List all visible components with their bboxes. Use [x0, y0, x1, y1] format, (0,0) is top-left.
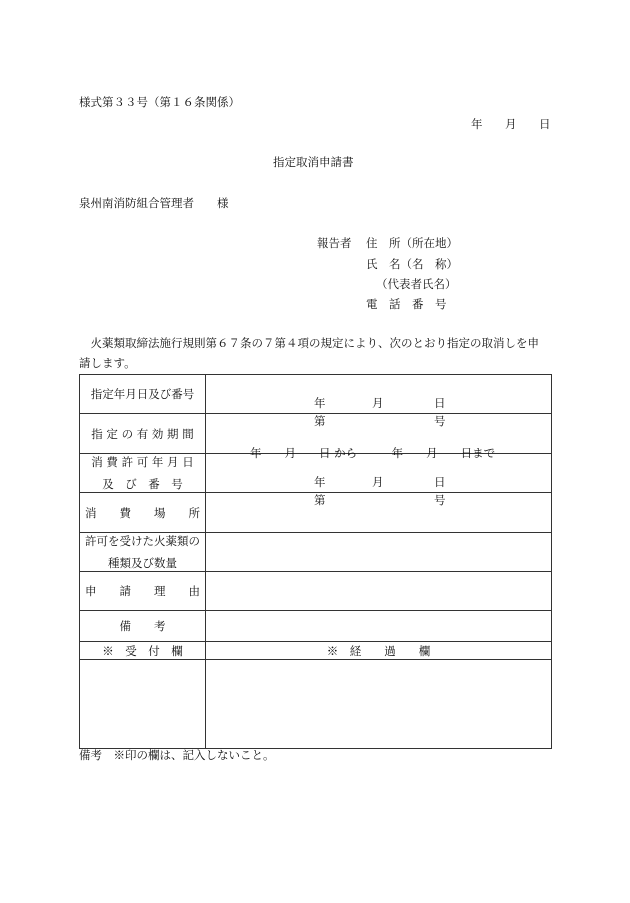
- date-month-label: 月: [505, 117, 517, 131]
- row-remarks: [80, 611, 552, 642]
- row-designation-date: [80, 375, 552, 414]
- reporter-label: 報告者: [317, 236, 352, 250]
- body-text-line-1: 火薬類取締法施行規則第６７条の７第４項の規定により、次のとおり指定の取消しを申: [79, 336, 539, 350]
- explosive-type-field[interactable]: [206, 533, 552, 572]
- date-day-label: 日: [539, 117, 551, 131]
- label-consumption-place: 消 費 場 所: [80, 493, 206, 533]
- label-remarks: 備 考: [80, 611, 206, 642]
- progress-header: ※ 経 過 欄: [206, 642, 552, 660]
- designation-month: 月: [372, 396, 384, 410]
- progress-box: [206, 660, 552, 749]
- reception-box: [80, 660, 206, 749]
- row-application-reason: [80, 572, 552, 611]
- designation-dai: 第: [314, 414, 326, 428]
- label-application-reason: 申 請 理 由: [80, 572, 206, 611]
- addressee: 泉州南消防組合管理者 様: [79, 196, 229, 210]
- validity-period-field[interactable]: [206, 414, 552, 460]
- permit-dai: 第: [314, 493, 326, 507]
- designation-date-field[interactable]: [206, 375, 552, 428]
- application-table: [79, 374, 552, 749]
- reception-header: ※ 受 付 欄: [80, 642, 206, 660]
- permit-go: 号: [434, 493, 446, 507]
- designation-go: 号: [434, 414, 446, 428]
- reporter-address: 住 所（所在地）: [366, 236, 458, 250]
- document-title: 指定取消申請書: [273, 155, 354, 169]
- reporter-representative: （代表者氏名）: [376, 277, 457, 291]
- validity-period-text: 年 月 日 から 年 月 日まで: [250, 445, 496, 460]
- consumption-place-field[interactable]: [206, 493, 552, 533]
- label-designation-date: 指定年月日及び番号: [80, 375, 206, 414]
- row-office-headers: [80, 642, 552, 660]
- row-explosive-type: [80, 533, 552, 572]
- permit-year: 年: [314, 475, 326, 489]
- row-office-use: [80, 660, 552, 749]
- designation-day: 日: [434, 396, 446, 410]
- reporter-phone: 電 話 番 号: [366, 297, 447, 311]
- application-reason-field[interactable]: [206, 572, 552, 611]
- permit-month: 月: [372, 475, 384, 489]
- label-validity-period: 指 定 の 有 効 期 間: [80, 414, 206, 454]
- form-number: 様式第３３号（第１６条関係）: [79, 95, 240, 109]
- footnote: 備考 ※印の欄は、記入しないこと。: [79, 748, 275, 762]
- label-permit-date: 消 費 許 可 年 月 日 及 び 番 号: [80, 454, 206, 493]
- body-text-line-2: 請します。: [79, 356, 136, 370]
- label-explosive-type: 許可を受けた火薬類の 種類及び数量: [80, 533, 206, 572]
- designation-year: 年: [314, 396, 326, 410]
- remarks-field[interactable]: [206, 611, 552, 642]
- permit-day: 日: [434, 475, 446, 489]
- date-year-label: 年: [471, 117, 483, 131]
- reporter-name: 氏 名（名 称）: [366, 257, 458, 271]
